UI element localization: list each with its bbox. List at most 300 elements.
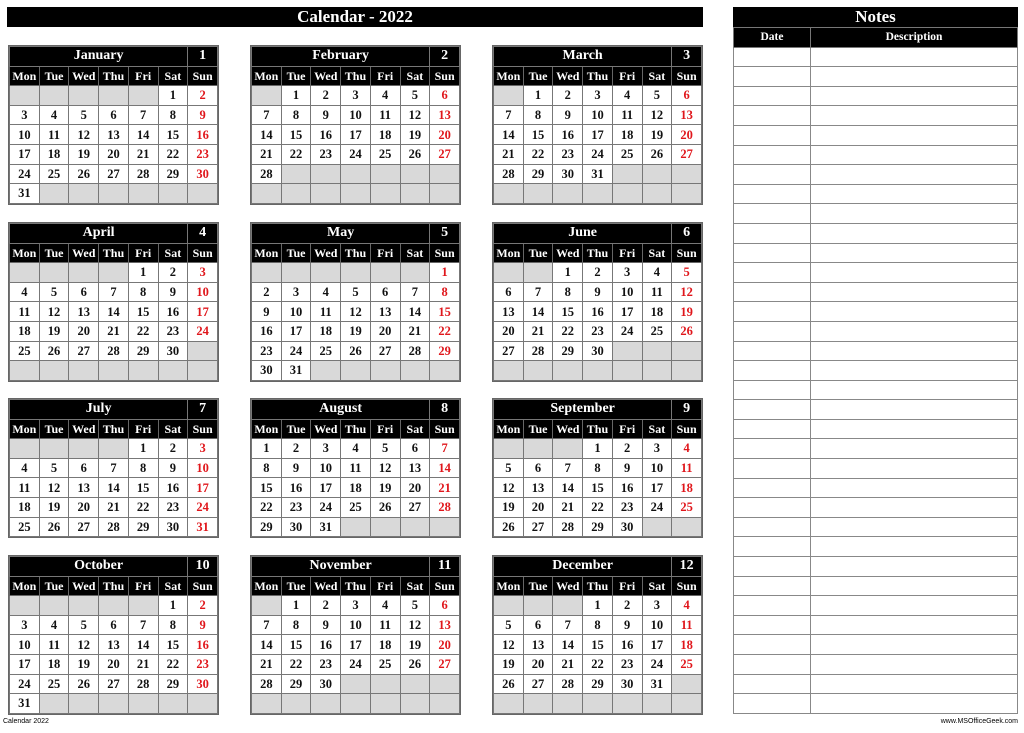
day-cell[interactable]: 7 (430, 439, 460, 459)
day-cell[interactable]: 20 (99, 654, 129, 674)
day-cell[interactable]: 2 (311, 596, 341, 616)
notes-description-cell[interactable] (811, 67, 1018, 87)
day-cell[interactable]: 6 (523, 458, 553, 478)
day-cell[interactable]: 31 (10, 694, 40, 714)
day-cell[interactable]: 25 (39, 164, 69, 184)
day-cell[interactable]: 16 (252, 321, 282, 341)
notes-date-cell[interactable] (734, 321, 811, 341)
day-cell[interactable]: 24 (341, 144, 371, 164)
day-cell[interactable]: 14 (128, 125, 158, 145)
day-cell[interactable]: 5 (69, 105, 99, 125)
day-cell[interactable]: 21 (553, 497, 583, 517)
day-cell[interactable]: 7 (553, 615, 583, 635)
day-cell[interactable]: 24 (311, 497, 341, 517)
day-cell[interactable]: 14 (252, 635, 282, 655)
day-cell[interactable]: 11 (612, 105, 642, 125)
day-cell[interactable]: 19 (39, 321, 69, 341)
day-cell[interactable]: 28 (128, 164, 158, 184)
day-cell[interactable]: 17 (612, 302, 642, 322)
day-cell[interactable]: 1 (128, 439, 158, 459)
day-cell[interactable]: 3 (188, 439, 218, 459)
day-cell[interactable]: 5 (642, 86, 672, 106)
day-cell[interactable]: 24 (188, 321, 218, 341)
day-cell[interactable]: 10 (642, 615, 672, 635)
day-cell[interactable]: 23 (612, 497, 642, 517)
notes-date-cell[interactable] (734, 439, 811, 459)
notes-date-cell[interactable] (734, 106, 811, 126)
day-cell[interactable]: 13 (370, 302, 400, 322)
day-cell[interactable]: 15 (252, 478, 282, 498)
day-cell[interactable]: 28 (523, 341, 553, 361)
day-cell[interactable]: 5 (370, 439, 400, 459)
day-cell[interactable]: 10 (188, 458, 218, 478)
day-cell[interactable]: 15 (158, 125, 188, 145)
day-cell[interactable]: 16 (583, 302, 613, 322)
day-cell[interactable]: 5 (341, 282, 371, 302)
notes-date-cell[interactable] (734, 400, 811, 420)
day-cell[interactable]: 1 (553, 263, 583, 283)
day-cell[interactable]: 31 (188, 517, 218, 537)
day-cell[interactable]: 4 (39, 615, 69, 635)
day-cell[interactable]: 28 (430, 497, 460, 517)
day-cell[interactable]: 16 (188, 635, 218, 655)
day-cell[interactable]: 17 (642, 478, 672, 498)
day-cell[interactable]: 12 (69, 635, 99, 655)
day-cell[interactable]: 26 (672, 321, 702, 341)
day-cell[interactable]: 6 (430, 86, 460, 106)
day-cell[interactable]: 20 (494, 321, 524, 341)
day-cell[interactable]: 22 (430, 321, 460, 341)
day-cell[interactable]: 17 (642, 635, 672, 655)
day-cell[interactable]: 10 (281, 302, 311, 322)
day-cell[interactable]: 5 (672, 263, 702, 283)
day-cell[interactable]: 8 (128, 282, 158, 302)
day-cell[interactable]: 12 (400, 105, 430, 125)
day-cell[interactable]: 21 (99, 321, 129, 341)
day-cell[interactable]: 13 (523, 635, 553, 655)
notes-date-cell[interactable] (734, 243, 811, 263)
day-cell[interactable]: 17 (188, 302, 218, 322)
day-cell[interactable]: 30 (583, 341, 613, 361)
day-cell[interactable]: 6 (99, 615, 129, 635)
day-cell[interactable]: 22 (252, 497, 282, 517)
day-cell[interactable]: 1 (252, 439, 282, 459)
day-cell[interactable]: 25 (642, 321, 672, 341)
day-cell[interactable]: 15 (128, 302, 158, 322)
day-cell[interactable]: 31 (642, 674, 672, 694)
notes-date-cell[interactable] (734, 263, 811, 283)
notes-description-cell[interactable] (811, 498, 1018, 518)
day-cell[interactable]: 2 (188, 86, 218, 106)
day-cell[interactable]: 3 (612, 263, 642, 283)
day-cell[interactable]: 16 (311, 635, 341, 655)
day-cell[interactable]: 29 (158, 674, 188, 694)
day-cell[interactable]: 17 (583, 125, 613, 145)
day-cell[interactable]: 3 (583, 86, 613, 106)
day-cell[interactable]: 2 (583, 263, 613, 283)
day-cell[interactable]: 22 (553, 321, 583, 341)
day-cell[interactable]: 7 (128, 615, 158, 635)
day-cell[interactable]: 8 (583, 458, 613, 478)
day-cell[interactable]: 14 (99, 478, 129, 498)
day-cell[interactable]: 18 (642, 302, 672, 322)
day-cell[interactable]: 5 (39, 458, 69, 478)
day-cell[interactable]: 4 (672, 439, 702, 459)
day-cell[interactable]: 6 (99, 105, 129, 125)
day-cell[interactable]: 18 (672, 478, 702, 498)
day-cell[interactable]: 21 (128, 144, 158, 164)
day-cell[interactable]: 2 (158, 439, 188, 459)
day-cell[interactable]: 13 (494, 302, 524, 322)
day-cell[interactable]: 17 (341, 635, 371, 655)
day-cell[interactable]: 24 (188, 497, 218, 517)
day-cell[interactable]: 6 (400, 439, 430, 459)
day-cell[interactable]: 27 (400, 497, 430, 517)
notes-description-cell[interactable] (811, 145, 1018, 165)
notes-description-cell[interactable] (811, 400, 1018, 420)
day-cell[interactable]: 29 (128, 517, 158, 537)
day-cell[interactable]: 9 (188, 615, 218, 635)
day-cell[interactable]: 17 (281, 321, 311, 341)
day-cell[interactable]: 11 (642, 282, 672, 302)
day-cell[interactable]: 10 (341, 615, 371, 635)
day-cell[interactable]: 17 (341, 125, 371, 145)
day-cell[interactable]: 4 (370, 596, 400, 616)
day-cell[interactable]: 25 (672, 497, 702, 517)
notes-date-cell[interactable] (734, 655, 811, 675)
day-cell[interactable]: 4 (672, 596, 702, 616)
day-cell[interactable]: 7 (252, 105, 282, 125)
day-cell[interactable]: 16 (311, 125, 341, 145)
day-cell[interactable]: 21 (128, 654, 158, 674)
day-cell[interactable]: 28 (99, 517, 129, 537)
day-cell[interactable]: 27 (430, 654, 460, 674)
notes-description-cell[interactable] (811, 282, 1018, 302)
day-cell[interactable]: 15 (583, 478, 613, 498)
day-cell[interactable]: 11 (370, 105, 400, 125)
notes-date-cell[interactable] (734, 223, 811, 243)
day-cell[interactable]: 6 (523, 615, 553, 635)
day-cell[interactable]: 13 (400, 458, 430, 478)
day-cell[interactable]: 26 (69, 674, 99, 694)
day-cell[interactable]: 20 (523, 497, 553, 517)
day-cell[interactable]: 19 (672, 302, 702, 322)
day-cell[interactable]: 3 (341, 86, 371, 106)
day-cell[interactable]: 20 (430, 635, 460, 655)
day-cell[interactable]: 13 (69, 478, 99, 498)
day-cell[interactable]: 25 (39, 674, 69, 694)
day-cell[interactable]: 5 (39, 282, 69, 302)
day-cell[interactable]: 7 (523, 282, 553, 302)
day-cell[interactable]: 24 (341, 654, 371, 674)
day-cell[interactable]: 19 (370, 478, 400, 498)
day-cell[interactable]: 12 (341, 302, 371, 322)
day-cell[interactable]: 30 (553, 164, 583, 184)
day-cell[interactable]: 14 (252, 125, 282, 145)
day-cell[interactable]: 4 (39, 105, 69, 125)
day-cell[interactable]: 11 (672, 458, 702, 478)
day-cell[interactable]: 25 (370, 144, 400, 164)
day-cell[interactable]: 1 (158, 86, 188, 106)
day-cell[interactable]: 21 (523, 321, 553, 341)
day-cell[interactable]: 30 (188, 164, 218, 184)
notes-description-cell[interactable] (811, 243, 1018, 263)
day-cell[interactable]: 11 (10, 302, 40, 322)
day-cell[interactable]: 7 (99, 458, 129, 478)
notes-date-cell[interactable] (734, 557, 811, 577)
day-cell[interactable]: 9 (158, 282, 188, 302)
day-cell[interactable]: 27 (99, 674, 129, 694)
day-cell[interactable]: 16 (158, 302, 188, 322)
day-cell[interactable]: 29 (583, 517, 613, 537)
day-cell[interactable]: 9 (612, 615, 642, 635)
notes-description-cell[interactable] (811, 635, 1018, 655)
day-cell[interactable]: 15 (523, 125, 553, 145)
day-cell[interactable]: 21 (494, 144, 524, 164)
day-cell[interactable]: 15 (128, 478, 158, 498)
day-cell[interactable]: 4 (612, 86, 642, 106)
day-cell[interactable]: 10 (583, 105, 613, 125)
day-cell[interactable]: 20 (69, 497, 99, 517)
day-cell[interactable]: 5 (69, 615, 99, 635)
day-cell[interactable]: 23 (553, 144, 583, 164)
day-cell[interactable]: 26 (69, 164, 99, 184)
day-cell[interactable]: 18 (612, 125, 642, 145)
day-cell[interactable]: 12 (69, 125, 99, 145)
day-cell[interactable]: 29 (158, 164, 188, 184)
day-cell[interactable]: 16 (612, 635, 642, 655)
day-cell[interactable]: 30 (158, 517, 188, 537)
notes-date-cell[interactable] (734, 674, 811, 694)
day-cell[interactable]: 19 (69, 144, 99, 164)
day-cell[interactable]: 25 (672, 654, 702, 674)
day-cell[interactable]: 29 (281, 674, 311, 694)
day-cell[interactable]: 7 (99, 282, 129, 302)
day-cell[interactable]: 10 (10, 125, 40, 145)
day-cell[interactable]: 16 (612, 478, 642, 498)
day-cell[interactable]: 23 (583, 321, 613, 341)
notes-description-cell[interactable] (811, 263, 1018, 283)
day-cell[interactable]: 27 (672, 144, 702, 164)
notes-description-cell[interactable] (811, 615, 1018, 635)
day-cell[interactable]: 16 (553, 125, 583, 145)
day-cell[interactable]: 29 (583, 674, 613, 694)
day-cell[interactable]: 31 (311, 517, 341, 537)
day-cell[interactable]: 13 (430, 615, 460, 635)
day-cell[interactable]: 20 (672, 125, 702, 145)
day-cell[interactable]: 14 (523, 302, 553, 322)
day-cell[interactable]: 30 (612, 517, 642, 537)
notes-date-cell[interactable] (734, 380, 811, 400)
day-cell[interactable]: 28 (553, 674, 583, 694)
day-cell[interactable]: 26 (39, 341, 69, 361)
day-cell[interactable]: 25 (10, 517, 40, 537)
day-cell[interactable]: 16 (158, 478, 188, 498)
day-cell[interactable]: 28 (252, 164, 282, 184)
notes-description-cell[interactable] (811, 478, 1018, 498)
day-cell[interactable]: 27 (494, 341, 524, 361)
day-cell[interactable]: 3 (642, 439, 672, 459)
notes-date-cell[interactable] (734, 67, 811, 87)
day-cell[interactable]: 15 (281, 125, 311, 145)
day-cell[interactable]: 10 (10, 635, 40, 655)
day-cell[interactable]: 21 (400, 321, 430, 341)
day-cell[interactable]: 1 (128, 263, 158, 283)
day-cell[interactable]: 22 (128, 497, 158, 517)
day-cell[interactable]: 22 (158, 654, 188, 674)
day-cell[interactable]: 7 (553, 458, 583, 478)
day-cell[interactable]: 27 (99, 164, 129, 184)
day-cell[interactable]: 4 (370, 86, 400, 106)
day-cell[interactable]: 23 (158, 321, 188, 341)
notes-date-cell[interactable] (734, 282, 811, 302)
day-cell[interactable]: 6 (672, 86, 702, 106)
notes-date-cell[interactable] (734, 125, 811, 145)
notes-date-cell[interactable] (734, 302, 811, 322)
day-cell[interactable]: 5 (400, 596, 430, 616)
day-cell[interactable]: 5 (400, 86, 430, 106)
day-cell[interactable]: 6 (494, 282, 524, 302)
day-cell[interactable]: 27 (430, 144, 460, 164)
day-cell[interactable]: 4 (10, 282, 40, 302)
day-cell[interactable]: 13 (672, 105, 702, 125)
day-cell[interactable]: 8 (430, 282, 460, 302)
day-cell[interactable]: 28 (252, 674, 282, 694)
day-cell[interactable]: 22 (281, 144, 311, 164)
day-cell[interactable]: 11 (672, 615, 702, 635)
day-cell[interactable]: 7 (400, 282, 430, 302)
day-cell[interactable]: 12 (642, 105, 672, 125)
day-cell[interactable]: 25 (370, 654, 400, 674)
day-cell[interactable]: 3 (281, 282, 311, 302)
notes-description-cell[interactable] (811, 439, 1018, 459)
day-cell[interactable]: 8 (281, 615, 311, 635)
day-cell[interactable]: 2 (252, 282, 282, 302)
day-cell[interactable]: 14 (553, 478, 583, 498)
day-cell[interactable]: 27 (69, 341, 99, 361)
day-cell[interactable]: 12 (400, 615, 430, 635)
day-cell[interactable]: 28 (494, 164, 524, 184)
day-cell[interactable]: 14 (553, 635, 583, 655)
day-cell[interactable]: 9 (612, 458, 642, 478)
notes-date-cell[interactable] (734, 184, 811, 204)
day-cell[interactable]: 19 (494, 654, 524, 674)
notes-description-cell[interactable] (811, 537, 1018, 557)
day-cell[interactable]: 11 (39, 635, 69, 655)
day-cell[interactable]: 4 (311, 282, 341, 302)
day-cell[interactable]: 18 (39, 144, 69, 164)
notes-description-cell[interactable] (811, 596, 1018, 616)
day-cell[interactable]: 4 (341, 439, 371, 459)
day-cell[interactable]: 3 (188, 263, 218, 283)
day-cell[interactable]: 28 (553, 517, 583, 537)
day-cell[interactable]: 8 (553, 282, 583, 302)
day-cell[interactable]: 15 (553, 302, 583, 322)
day-cell[interactable]: 2 (311, 86, 341, 106)
day-cell[interactable]: 7 (252, 615, 282, 635)
day-cell[interactable]: 26 (494, 517, 524, 537)
day-cell[interactable]: 17 (10, 654, 40, 674)
day-cell[interactable]: 18 (10, 321, 40, 341)
day-cell[interactable]: 2 (612, 439, 642, 459)
notes-description-cell[interactable] (811, 204, 1018, 224)
day-cell[interactable]: 8 (128, 458, 158, 478)
day-cell[interactable]: 8 (583, 615, 613, 635)
day-cell[interactable]: 26 (642, 144, 672, 164)
day-cell[interactable]: 6 (69, 458, 99, 478)
day-cell[interactable]: 26 (341, 341, 371, 361)
day-cell[interactable]: 24 (612, 321, 642, 341)
notes-description-cell[interactable] (811, 576, 1018, 596)
day-cell[interactable]: 30 (252, 361, 282, 381)
day-cell[interactable]: 5 (494, 615, 524, 635)
day-cell[interactable]: 11 (39, 125, 69, 145)
day-cell[interactable]: 12 (672, 282, 702, 302)
day-cell[interactable]: 19 (400, 125, 430, 145)
notes-description-cell[interactable] (811, 459, 1018, 479)
day-cell[interactable]: 13 (99, 635, 129, 655)
day-cell[interactable]: 11 (341, 458, 371, 478)
day-cell[interactable]: 8 (281, 105, 311, 125)
day-cell[interactable]: 28 (128, 674, 158, 694)
day-cell[interactable]: 31 (583, 164, 613, 184)
notes-date-cell[interactable] (734, 459, 811, 479)
day-cell[interactable]: 22 (281, 654, 311, 674)
day-cell[interactable]: 20 (370, 321, 400, 341)
notes-description-cell[interactable] (811, 380, 1018, 400)
day-cell[interactable]: 21 (252, 144, 282, 164)
notes-date-cell[interactable] (734, 361, 811, 381)
day-cell[interactable]: 29 (430, 341, 460, 361)
day-cell[interactable]: 3 (10, 615, 40, 635)
day-cell[interactable]: 22 (523, 144, 553, 164)
day-cell[interactable]: 27 (69, 517, 99, 537)
day-cell[interactable]: 4 (642, 263, 672, 283)
day-cell[interactable]: 8 (523, 105, 553, 125)
day-cell[interactable]: 11 (370, 615, 400, 635)
day-cell[interactable]: 23 (252, 341, 282, 361)
day-cell[interactable]: 19 (69, 654, 99, 674)
day-cell[interactable]: 24 (642, 497, 672, 517)
day-cell[interactable]: 9 (311, 615, 341, 635)
day-cell[interactable]: 26 (400, 144, 430, 164)
day-cell[interactable]: 26 (494, 674, 524, 694)
day-cell[interactable]: 12 (39, 302, 69, 322)
notes-date-cell[interactable] (734, 498, 811, 518)
day-cell[interactable]: 9 (311, 105, 341, 125)
day-cell[interactable]: 9 (158, 458, 188, 478)
notes-description-cell[interactable] (811, 694, 1018, 714)
notes-date-cell[interactable] (734, 537, 811, 557)
day-cell[interactable]: 6 (69, 282, 99, 302)
notes-description-cell[interactable] (811, 321, 1018, 341)
day-cell[interactable]: 11 (10, 478, 40, 498)
day-cell[interactable]: 23 (188, 144, 218, 164)
day-cell[interactable]: 2 (553, 86, 583, 106)
day-cell[interactable]: 1 (583, 439, 613, 459)
notes-description-cell[interactable] (811, 223, 1018, 243)
day-cell[interactable]: 13 (99, 125, 129, 145)
day-cell[interactable]: 22 (583, 654, 613, 674)
day-cell[interactable]: 24 (281, 341, 311, 361)
day-cell[interactable]: 9 (553, 105, 583, 125)
day-cell[interactable]: 25 (311, 341, 341, 361)
day-cell[interactable]: 21 (553, 654, 583, 674)
day-cell[interactable]: 6 (430, 596, 460, 616)
day-cell[interactable]: 18 (39, 654, 69, 674)
day-cell[interactable]: 21 (252, 654, 282, 674)
day-cell[interactable]: 23 (311, 654, 341, 674)
